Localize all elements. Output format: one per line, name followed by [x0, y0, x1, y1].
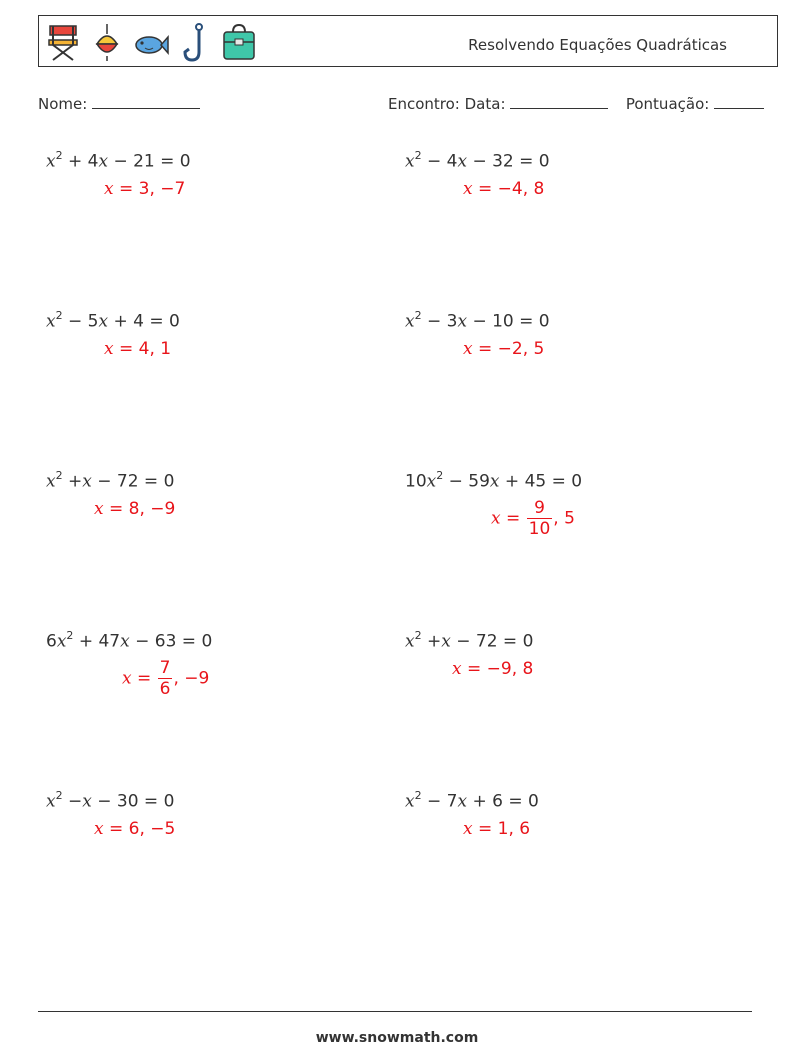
- answer-fraction: [158, 658, 173, 699]
- answer-values: = −2, 5: [472, 339, 545, 359]
- variable: x: [56, 631, 67, 652]
- answer: [491, 498, 575, 539]
- problem-equation: [46, 470, 174, 492]
- constant-term: − 10 = 0: [467, 311, 550, 332]
- constant-term: − 21 = 0: [108, 151, 191, 172]
- problem-equation: [46, 790, 174, 812]
- answer-fraction: [527, 498, 553, 539]
- answer-variable: x: [104, 339, 114, 359]
- coefficient-a: 10: [405, 471, 427, 492]
- answer-variable: x: [94, 819, 104, 839]
- header-icons: [45, 20, 257, 64]
- answer: [104, 179, 185, 199]
- answer-values: = −4, 8: [472, 179, 545, 199]
- date-blank[interactable]: [510, 94, 608, 109]
- variable: x: [82, 471, 92, 492]
- answer: [94, 499, 175, 519]
- answer-variable: x: [452, 659, 462, 679]
- variable: x: [405, 631, 415, 652]
- variable: x: [46, 311, 56, 332]
- answer-values: = 3, −7: [113, 179, 186, 199]
- coefficient-b: + 4: [62, 151, 99, 172]
- answer-variable: x: [104, 179, 114, 199]
- exponent: 2: [66, 629, 74, 642]
- fraction-numerator: 9: [534, 498, 545, 518]
- coefficient-b: + 47: [73, 631, 121, 652]
- answer: [122, 658, 209, 699]
- answer: [463, 179, 544, 199]
- answer-values: = 6, −5: [103, 819, 176, 839]
- constant-term: + 6 = 0: [467, 791, 539, 812]
- answer-values: = 8, −9: [103, 499, 176, 519]
- name-field: [38, 94, 200, 113]
- variable: x: [46, 151, 56, 172]
- exponent: 2: [55, 309, 63, 322]
- constant-term: − 72 = 0: [450, 631, 534, 652]
- variable: x: [405, 151, 415, 172]
- answer-rest: , 5: [553, 508, 575, 529]
- footer-divider: [38, 1011, 752, 1012]
- coefficient-a: 6: [46, 631, 57, 652]
- answer-rest: , −9: [173, 668, 210, 689]
- answer-variable: x: [463, 339, 473, 359]
- score-label: Pontuação:: [625, 95, 710, 113]
- problem-equation: [46, 150, 191, 172]
- coefficient-b: − 5: [62, 311, 99, 332]
- variable: x: [82, 791, 92, 812]
- coefficient-b: − 7: [421, 791, 458, 812]
- coefficient-b: +: [62, 471, 83, 492]
- problem-equation: [405, 150, 550, 172]
- name-blank[interactable]: [92, 94, 200, 109]
- coefficient-b: +: [421, 631, 442, 652]
- exponent: 2: [55, 149, 63, 162]
- answer-values: = 1, 6: [472, 819, 531, 839]
- variable: x: [46, 791, 56, 812]
- answer: [104, 339, 171, 359]
- exponent: 2: [436, 469, 444, 482]
- problem-equation: [46, 630, 212, 652]
- fraction-numerator: 7: [159, 658, 171, 678]
- problem-equation: [405, 630, 533, 652]
- exponent: 2: [414, 789, 422, 802]
- problem-equation: [405, 310, 550, 332]
- worksheet-title: Resolvendo Equações Quadráticas: [468, 36, 727, 54]
- answer-values: =: [131, 668, 152, 689]
- coefficient-b: − 4: [421, 151, 458, 172]
- answer: [463, 339, 544, 359]
- name-label: Nome:: [38, 95, 88, 113]
- answer-variable: x: [122, 668, 132, 689]
- coefficient-b: − 59: [443, 471, 490, 492]
- constant-term: + 45 = 0: [499, 471, 583, 492]
- exponent: 2: [414, 149, 422, 162]
- tackle-box-icon: [221, 22, 257, 62]
- variable: x: [46, 471, 56, 492]
- problem-equation: [46, 310, 180, 332]
- fishing-hook-icon: [177, 22, 213, 62]
- variable: x: [120, 631, 130, 652]
- variable: x: [457, 311, 468, 332]
- variable: x: [405, 311, 415, 332]
- answer: [94, 819, 175, 839]
- constant-term: + 4 = 0: [108, 311, 180, 332]
- variable: x: [457, 791, 468, 812]
- answer-variable: x: [463, 179, 473, 199]
- variable: x: [98, 311, 109, 332]
- answer-variable: x: [491, 508, 501, 529]
- variable: x: [405, 791, 415, 812]
- coefficient-b: −: [62, 791, 83, 812]
- answer: [463, 819, 530, 839]
- answer-values: = 4, 1: [113, 339, 172, 359]
- worksheet-header: [38, 15, 778, 67]
- encounter-field: [388, 94, 764, 113]
- variable: x: [489, 471, 500, 492]
- problem-equation: [405, 470, 582, 492]
- exponent: 2: [55, 469, 63, 482]
- problem-equation: [405, 790, 539, 812]
- fishing-bobber-icon: [89, 22, 125, 62]
- fraction-denominator: 10: [528, 519, 551, 539]
- coefficient-b: − 3: [421, 311, 458, 332]
- constant-term: − 72 = 0: [91, 471, 175, 492]
- answer-values: =: [500, 508, 521, 529]
- footer-site: www.snowmath.com: [315, 1030, 479, 1046]
- exponent: 2: [414, 309, 422, 322]
- answer-variable: x: [94, 499, 104, 519]
- fish-icon: [133, 22, 169, 62]
- constant-term: − 32 = 0: [467, 151, 550, 172]
- director-chair-icon: [45, 22, 81, 62]
- exponent: 2: [414, 629, 422, 642]
- constant-term: − 63 = 0: [129, 631, 213, 652]
- answer: [452, 659, 533, 679]
- constant-term: − 30 = 0: [91, 791, 175, 812]
- variable: x: [426, 471, 437, 492]
- fraction-denominator: 6: [159, 679, 171, 699]
- variable: x: [457, 151, 468, 172]
- variable: x: [98, 151, 109, 172]
- answer-values: = −9, 8: [461, 659, 534, 679]
- score-blank[interactable]: [714, 94, 764, 109]
- variable: x: [441, 631, 451, 652]
- exponent: 2: [55, 789, 63, 802]
- encounter-label: Encontro: Data:: [388, 95, 506, 113]
- answer-variable: x: [463, 819, 473, 839]
